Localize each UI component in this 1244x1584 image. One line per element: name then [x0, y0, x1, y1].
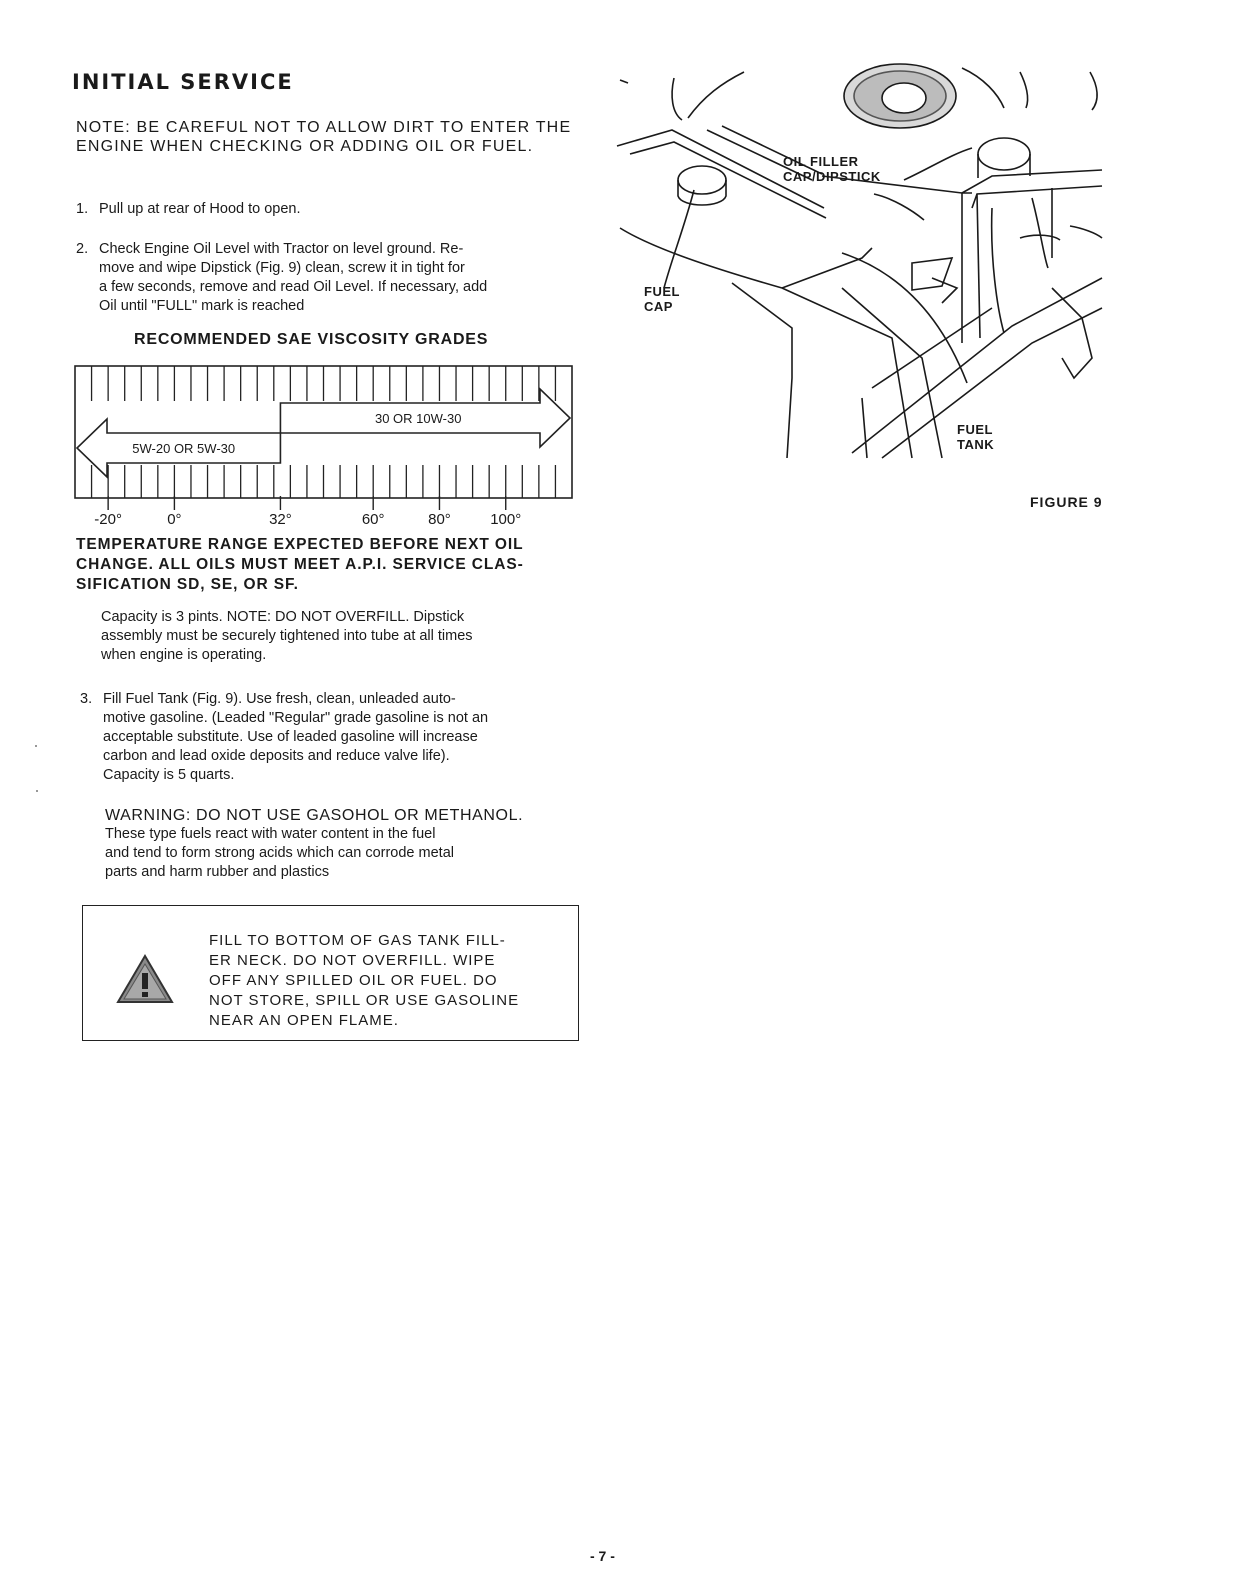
- step-line: Oil until "FULL" mark is reached: [99, 298, 305, 314]
- label-oil-filler: [783, 154, 881, 184]
- temperature-caption: [76, 535, 576, 595]
- step-1: [76, 200, 576, 220]
- step-line: move and wipe Dipstick (Fig. 9) clean, screw it in tight for: [99, 260, 465, 276]
- step-line: a few seconds, remove and read Oil Level. If necessary, add: [99, 279, 488, 295]
- step-line: Fill Fuel Tank (Fig. 9). Use fresh, clean, unleaded auto-: [103, 691, 456, 707]
- label-line: OIL FILLER: [783, 154, 859, 169]
- label-line: TANK: [957, 437, 995, 452]
- series-label: 5W-20 OR 5W-30: [132, 441, 236, 456]
- caution-box: [82, 905, 579, 1041]
- scan-speck: [36, 790, 38, 792]
- step-line: carbon and lead oxide deposits and reduce valve life).: [103, 748, 450, 764]
- page-number: - 7 -: [590, 1548, 615, 1564]
- note-dirt: NOTE: BE CAREFUL NOT TO ALLOW DIRT TO ENTER THE ENGINE WHEN CHECKING OR ADDING OIL OR FUEL.: [76, 119, 572, 155]
- step-number: 1.: [76, 201, 89, 217]
- step-number: 3.: [80, 691, 93, 707]
- label-fuel-cap: [644, 284, 680, 314]
- caption-line: CHANGE. ALL OILS MUST MEET A.P.I. SERVICE CLAS-: [76, 556, 524, 573]
- para-line: assembly must be securely tightened into tube at all times: [101, 628, 473, 644]
- label-line: CAP/DIPSTICK: [783, 169, 881, 184]
- engine-hood-drawing: [617, 64, 1102, 458]
- tick-label: 60°: [361, 511, 385, 528]
- para-line: parts and harm rubber and plastics: [105, 864, 330, 880]
- warning-triangle-icon: [116, 954, 174, 1004]
- gasohol-warning: [105, 806, 580, 882]
- step-line: acceptable substitute. Use of leaded gasoline will increase: [103, 729, 478, 745]
- caution-line: OFF ANY SPILLED OIL OR FUEL. DO: [209, 972, 498, 989]
- para-line: WARNING: DO NOT USE GASOHOL OR METHANOL.: [105, 807, 524, 824]
- figure-caption: FIGURE 9: [1030, 494, 1103, 510]
- caption-line: TEMPERATURE RANGE EXPECTED BEFORE NEXT OIL: [76, 536, 524, 553]
- para-line: when engine is operating.: [101, 647, 267, 663]
- step-2: [76, 240, 576, 320]
- caution-line: FILL TO BOTTOM OF GAS TANK FILL-: [209, 932, 506, 949]
- tick-label: -20°: [94, 511, 122, 528]
- caution-line: NEAR AN OPEN FLAME.: [209, 1012, 399, 1029]
- para-line: Capacity is 3 pints. NOTE: DO NOT OVERFILL. Dipstick: [101, 609, 465, 625]
- series-label: 30 OR 10W-30: [374, 411, 462, 426]
- chart-title: RECOMMENDED SAE VISCOSITY GRADES: [134, 331, 489, 348]
- label-line: FUEL: [644, 284, 680, 299]
- caution-line: ER NECK. DO NOT OVERFILL. WIPE: [209, 952, 496, 969]
- label-fuel-tank: [957, 422, 994, 452]
- step-line: Check Engine Oil Level with Tractor on level ground. Re-: [99, 241, 464, 257]
- step-line: Capacity is 5 quarts.: [103, 767, 235, 783]
- tick-label: 80°: [428, 511, 451, 528]
- para-line: These type fuels react with water content in the fuel: [105, 826, 436, 842]
- tick-label: 0°: [167, 511, 182, 528]
- label-line: FUEL: [957, 422, 993, 437]
- figure-9-illustration: [612, 58, 1112, 468]
- caution-line: NOT STORE, SPILL OR USE GASOLINE: [209, 992, 520, 1009]
- step-3: [80, 690, 580, 790]
- step-line: motive gasoline. (Leaded "Regular" grade gasoline is not an: [103, 710, 489, 726]
- page-title: INITIAL SERVICE: [72, 70, 294, 94]
- step-number: 2.: [76, 241, 89, 257]
- caption-line: SIFICATION SD, SE, OR SF.: [76, 576, 299, 593]
- para-line: and tend to form strong acids which can corrode metal: [105, 845, 454, 861]
- scan-speck: [35, 745, 37, 747]
- step-line: Pull up at rear of Hood to open.: [99, 201, 301, 217]
- viscosity-chart: [70, 358, 580, 530]
- tick-label: 32°: [269, 511, 292, 528]
- capacity-note: [101, 608, 576, 665]
- tick-label: 100°: [490, 511, 522, 528]
- caution-text: [209, 931, 564, 1031]
- label-line: CAP: [644, 299, 673, 314]
